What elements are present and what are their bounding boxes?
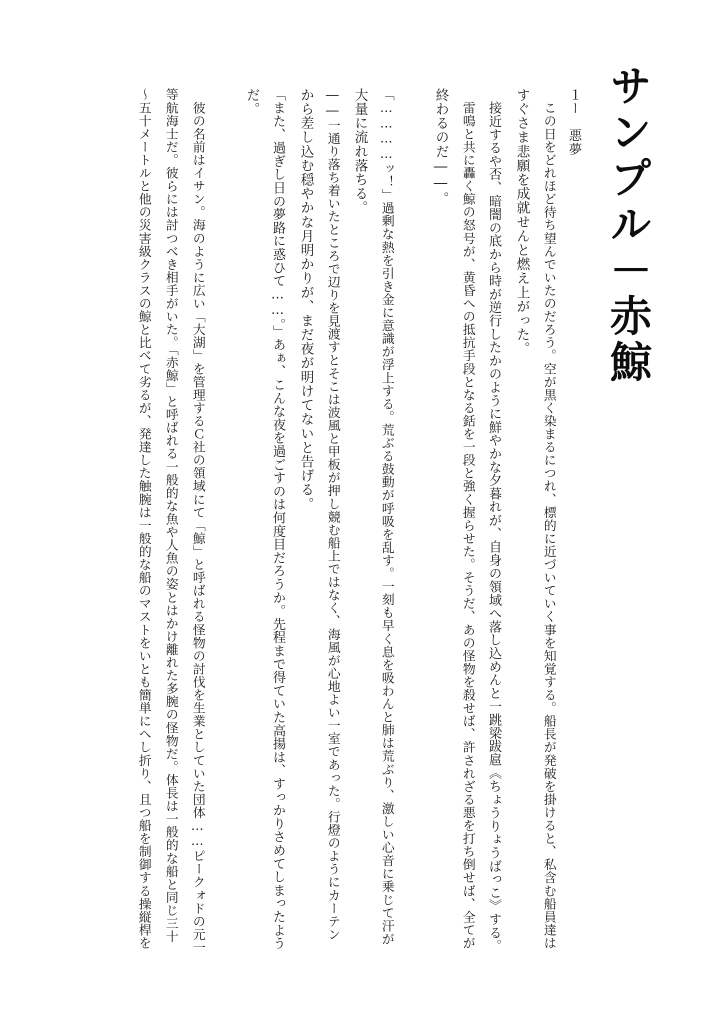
text-line: だ。: [243, 88, 260, 117]
chapter-heading: １ー 悪夢: [566, 88, 581, 156]
text-line: 「また、過ぎし日の夢路に惑ひて……。」あぁ、こんな夜を過ごすのは何度目だろうか。先程まで得ていた高揚は、すっかりさめてしまったよう: [270, 88, 285, 950]
text-line: 等航海士だ。彼らには討つべき相手がいた。「赤鯨」と呼ばれる一般的な魚や人魚の姿とはかけ離れた多腕の怪物だ。体長は一般的な船と同じ三十: [162, 88, 178, 943]
text-line: ～五十メートルと他の災害級クラスの鯨と比べて劣るが、発達した触腕は一般的な船のマストをいとも簡単にへし折り、且つ船を制御する操縦桿を: [135, 88, 151, 950]
text-line: から差し込む穏やかな月明かりが、まだ夜が明けてないと告げる。: [297, 88, 314, 511]
text-line: 彼の名前はイサン。海のように広い「大湖」を管理するＣ社の領域にて「鯨」と呼ばれる怪物の討伐を生業としていた団体……ピークォドの元一: [189, 88, 205, 954]
text-line: すぐさま悲願を成就せんと燃え上がった。: [513, 88, 530, 356]
text-line: ――一通り落ち着いたところで辺りを見渡すとそこは波風と甲板が押し競む船上ではなく、海風が心地よい一室であった。行燈のようにカーテン: [324, 88, 340, 941]
text-line: 雷鳴と共に轟く鯨の怒号が、黄昏への抵抗手段となる銛を一段と強く握らせた。そうだ、あの怪物を殺せば、許されざる悪を打ち倒せば、全てが: [459, 88, 475, 950]
text-line: この日をどれほど待ち望んでいたのだろう。空が黒く染まるにつれ、標的に近づいていく事を知覚する。船長が発破を掛けると、私含む船員達は: [540, 88, 556, 950]
text-line: 接近するや否、暗闇の底から時が逆行したかのように鮮やかな夕暮れが、自身の領域へ落し込めんと一跳梁跋扈《ちょうりょうばっこ》する。: [486, 88, 501, 953]
document-title: サンプル－赤鯨: [604, 64, 653, 386]
text-line: 「…………ッ！」過剰な熱を引き金に意識が浮上する。荒ぶる鼓動が呼吸を乱す。一刻も早く息を吸わんと肺は荒ぶり、激しい心音に乗じて汗が: [378, 88, 394, 946]
text-line: 大量に流れ落ちる。: [351, 88, 368, 215]
text-line: 終わるのだ――。: [432, 88, 449, 206]
